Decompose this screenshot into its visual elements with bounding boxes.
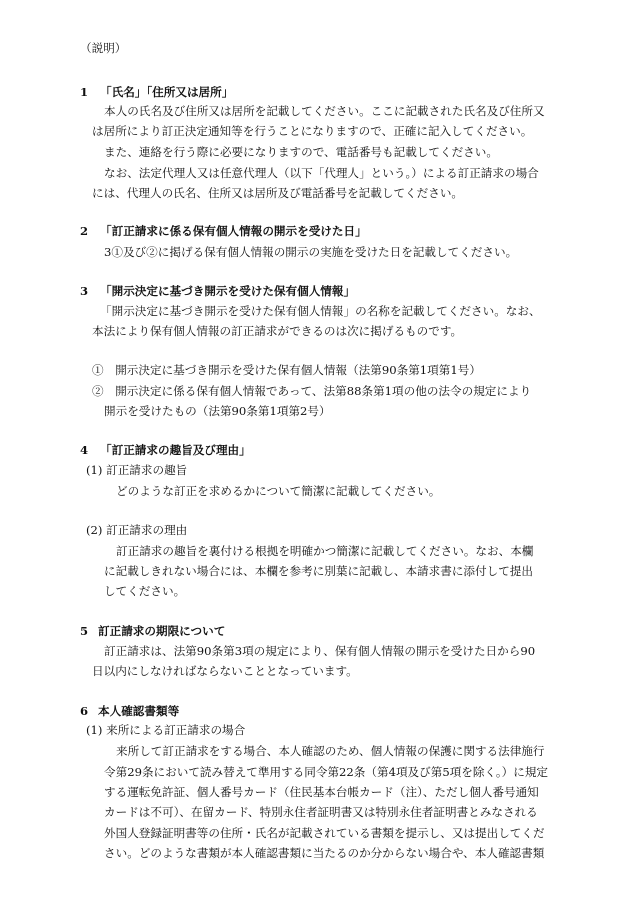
section-4-number: 4 xyxy=(80,443,89,457)
section-5-number: 5 xyxy=(80,624,89,638)
explanation-header: （説明） xyxy=(80,41,127,55)
section-4-sub-2-line-1: 訂正請求の趣旨を裏付ける根拠を明確かつ簡潔に記載してください。なお、本欄 xyxy=(116,544,534,558)
section-1-paragraph-3-line-2: には、代理人の氏名、住所又は居所及び電話番号を記載してください。 xyxy=(92,186,464,200)
section-4-sub-1-title: (1) 訂正請求の趣旨 xyxy=(86,463,188,477)
section-1-paragraph-1-line-1: 本人の氏名及び住所又は居所を記載してください。ここに記載された氏名及び住所又 xyxy=(104,104,545,118)
section-4-sub-1-paragraph: どのような訂正を求めるかについて簡潔に記載してください。 xyxy=(116,484,441,498)
section-3-item-2-line-2: 開示を受けたもの（法第90条第1項第2号） xyxy=(104,404,331,418)
section-3-item-1: ① 開示決定に基づき開示を受けた保有個人情報（法第90条第1項第1号） xyxy=(92,363,481,377)
section-4-title: 「訂正請求の趣旨及び理由」 xyxy=(100,443,251,457)
section-5-paragraph-line-2: 日以内にしなければならないこととなっています。 xyxy=(92,664,358,678)
section-2-number: 2 xyxy=(80,224,89,238)
section-1-paragraph-3-line-1: なお、法定代理人又は任意代理人（以下「代理人」という。）による訂正請求の場合 xyxy=(104,166,539,180)
section-5-title: 訂正請求の期限について xyxy=(98,624,226,638)
section-6-line-6: さい。どのような書類が本人確認書類に当たるのか分からない場合や、本人確認書類 xyxy=(104,846,545,860)
section-3-number: 3 xyxy=(80,284,89,298)
section-6-sub-1-title: (1) 来所による訂正請求の場合 xyxy=(86,723,246,737)
section-6-line-3: する運転免許証、個人番号カード（住民基本台帳カード（注）、ただし個人番号通知 xyxy=(104,785,539,799)
section-6-line-5: 外国人登録証明書等の住所・氏名が記載されている書類を提示し、又は提出してくだ xyxy=(104,826,545,840)
section-2-title: 「訂正請求に係る保有個人情報の開示を受けた日」 xyxy=(100,224,367,238)
section-6-line-1: 来所して訂正請求をする場合、本人確認のため、個人情報の保護に関する法律施行 xyxy=(116,744,545,758)
section-6-title: 本人確認書類等 xyxy=(98,704,180,718)
section-1-number: 1 xyxy=(80,85,89,99)
section-1-title: 「氏名」「住所又は居所」 xyxy=(100,85,234,99)
section-6-number: 6 xyxy=(80,704,89,718)
section-3-title: 「開示決定に基づき開示を受けた保有個人情報」 xyxy=(100,284,356,298)
section-6-line-2: 令第29条において読み替えて準用する同令第22条（第4項及び第5項を除く。）に規定 xyxy=(104,765,549,779)
section-4-sub-2-line-3: してください。 xyxy=(104,584,186,598)
section-2-paragraph-1: 3①及び②に掲げる保有個人情報の開示の実施を受けた日を記載してください。 xyxy=(104,245,518,259)
section-6-line-4: カードは不可）、在留カード、特別永住者証明書又は特別永住者証明書とみなされる xyxy=(104,805,538,819)
section-3-paragraph-1-line-2: 本法により保有個人情報の訂正請求ができるのは次に掲げるものです。 xyxy=(92,324,463,338)
section-4-sub-2-title: (2) 訂正請求の理由 xyxy=(86,523,188,537)
section-3-item-2-line-1: ② 開示決定に係る保有個人情報であって、法第88条第1項の他の法令の規定により xyxy=(92,384,532,398)
section-3-paragraph-1-line-1: 「開示決定に基づき開示を受けた保有個人情報」の名称を記載してください。なお、 xyxy=(100,304,541,318)
section-4-sub-2-line-2: に記載しきれない場合には、本欄を参考に別葉に記載し、本請求書に添付して提出 xyxy=(104,564,533,578)
section-1-paragraph-1-line-2: は居所により訂正決定通知等を行うことになりますので、正確に記入してください。 xyxy=(92,124,533,138)
section-1-paragraph-2: また、連絡を行う際に必要になりますので、電話番号も記載してください。 xyxy=(104,145,498,159)
section-5-paragraph-line-1: 訂正請求は、法第90条第3項の規定により、保有個人情報の開示を受けた日から90 xyxy=(104,644,536,658)
